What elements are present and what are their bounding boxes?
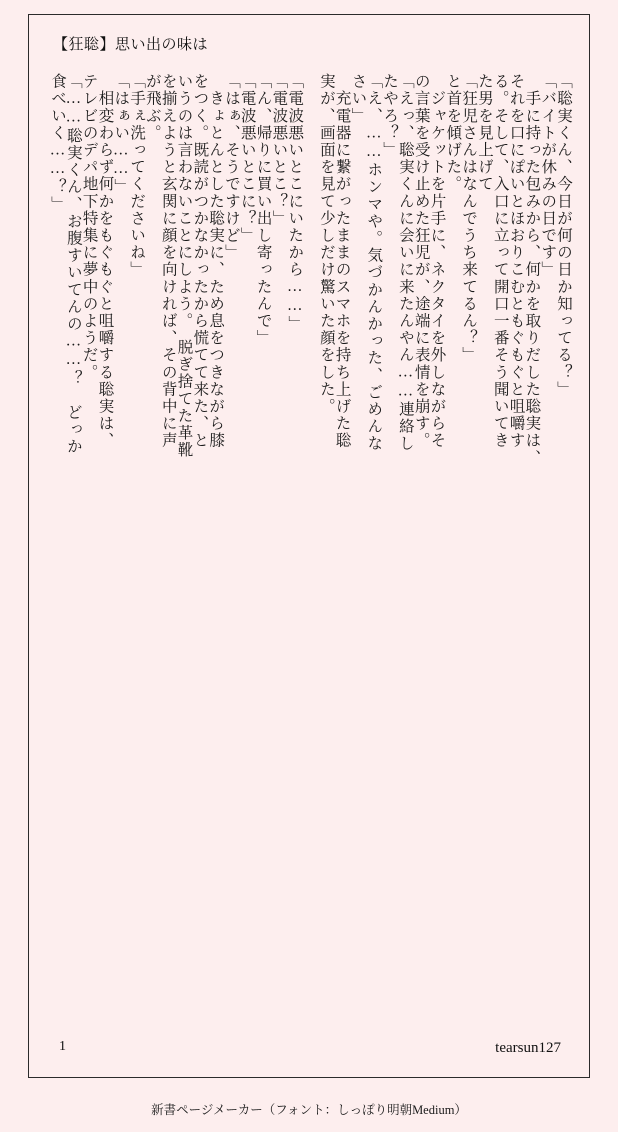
text-column: 手に持った包みから、何かを取りだした聡実は、 [523, 73, 541, 467]
text-column: と首を傾げた。 [444, 73, 462, 193]
text-column: 「電波悪いとこにいたから……」 [286, 73, 304, 333]
text-column: 「聡実くん、今日が何の日か知ってる？」 [555, 73, 572, 398]
text-column: たやろ？」 [381, 73, 399, 159]
text-column: 相変わらず何かをもぐもぐと咀嚼する聡実は、 [96, 73, 114, 450]
text-column: 「手ぇ洗ってくださいね」 [128, 73, 146, 279]
text-column: さい」 [349, 73, 367, 125]
text-column: 「電波悪いとこに？」 [238, 73, 256, 244]
text-column: をつく。既読がつかなかったから慌てて来た、と [191, 73, 209, 450]
text-column: の言葉を受け止めた狂児が、途端に表情を崩す。 [412, 73, 430, 450]
text-column: 「え、……ホンマや。気づかんかった、ごめんな [365, 73, 383, 453]
text-column: 実が、画面を見て少しだけ驚いた顔をした。 [317, 73, 335, 415]
text-column: ジャケットを片手に、ネクタイを外しながらそ [428, 73, 446, 450]
page-sheet [28, 14, 590, 1078]
text-column: る。そして、入口に立って開口一番そう聞いてき [491, 73, 509, 450]
generator-caption: 新書ページメーカー（フォント：しっぽり明朝Medium） [151, 1103, 467, 1117]
text-column: 「電波悪いとこ？」 [270, 73, 288, 227]
text-column: 「狂児さんはなんでうち来てるん？」 [460, 73, 478, 364]
page-number: 1 [59, 1039, 66, 1054]
text-column: 「バイトが休みの日です」 [539, 73, 557, 279]
text-column: が飛ぶ。 [143, 73, 161, 142]
column-gap [302, 73, 318, 1003]
text-column: きょとんとした聡実に、ため息をつきながら膝 [207, 73, 225, 450]
vertical-text-body [49, 73, 571, 1003]
text-column: た男を見上げて [475, 73, 493, 193]
text-column: それを口にぽいとほおりこむともぐもぐと咀嚼す [507, 73, 525, 450]
text-column: 食べいく……？」 [49, 73, 66, 213]
text-column: を揃えようと玄関に顔を向ければ、その背中に声 [159, 73, 177, 450]
page-title: 【狂聡】思い出の味は [53, 37, 209, 53]
text-column: テレビのデパ地下特集に夢中のようだ。 [80, 73, 98, 381]
text-column: 「はぁ、そうですけど」 [222, 73, 240, 262]
text-column: 「……聡実くん、お腹すいてんの……？ どっか [64, 73, 82, 456]
text-column: 充電器に繋がったままのスマホを持ち上げた聡 [333, 73, 351, 450]
text-column: 「ん、帰りに買い出し寄ったんで」 [254, 73, 272, 347]
author-handle: tearsun127 [495, 1040, 561, 1056]
text-column: 「えっ、聡実くんに会いに来たんやん……連絡し [396, 73, 414, 453]
text-column: いうのは言わないことにしよう。 脱ぎ捨てた革靴 [175, 73, 193, 459]
text-column: 「はぁい……」 [112, 73, 130, 196]
